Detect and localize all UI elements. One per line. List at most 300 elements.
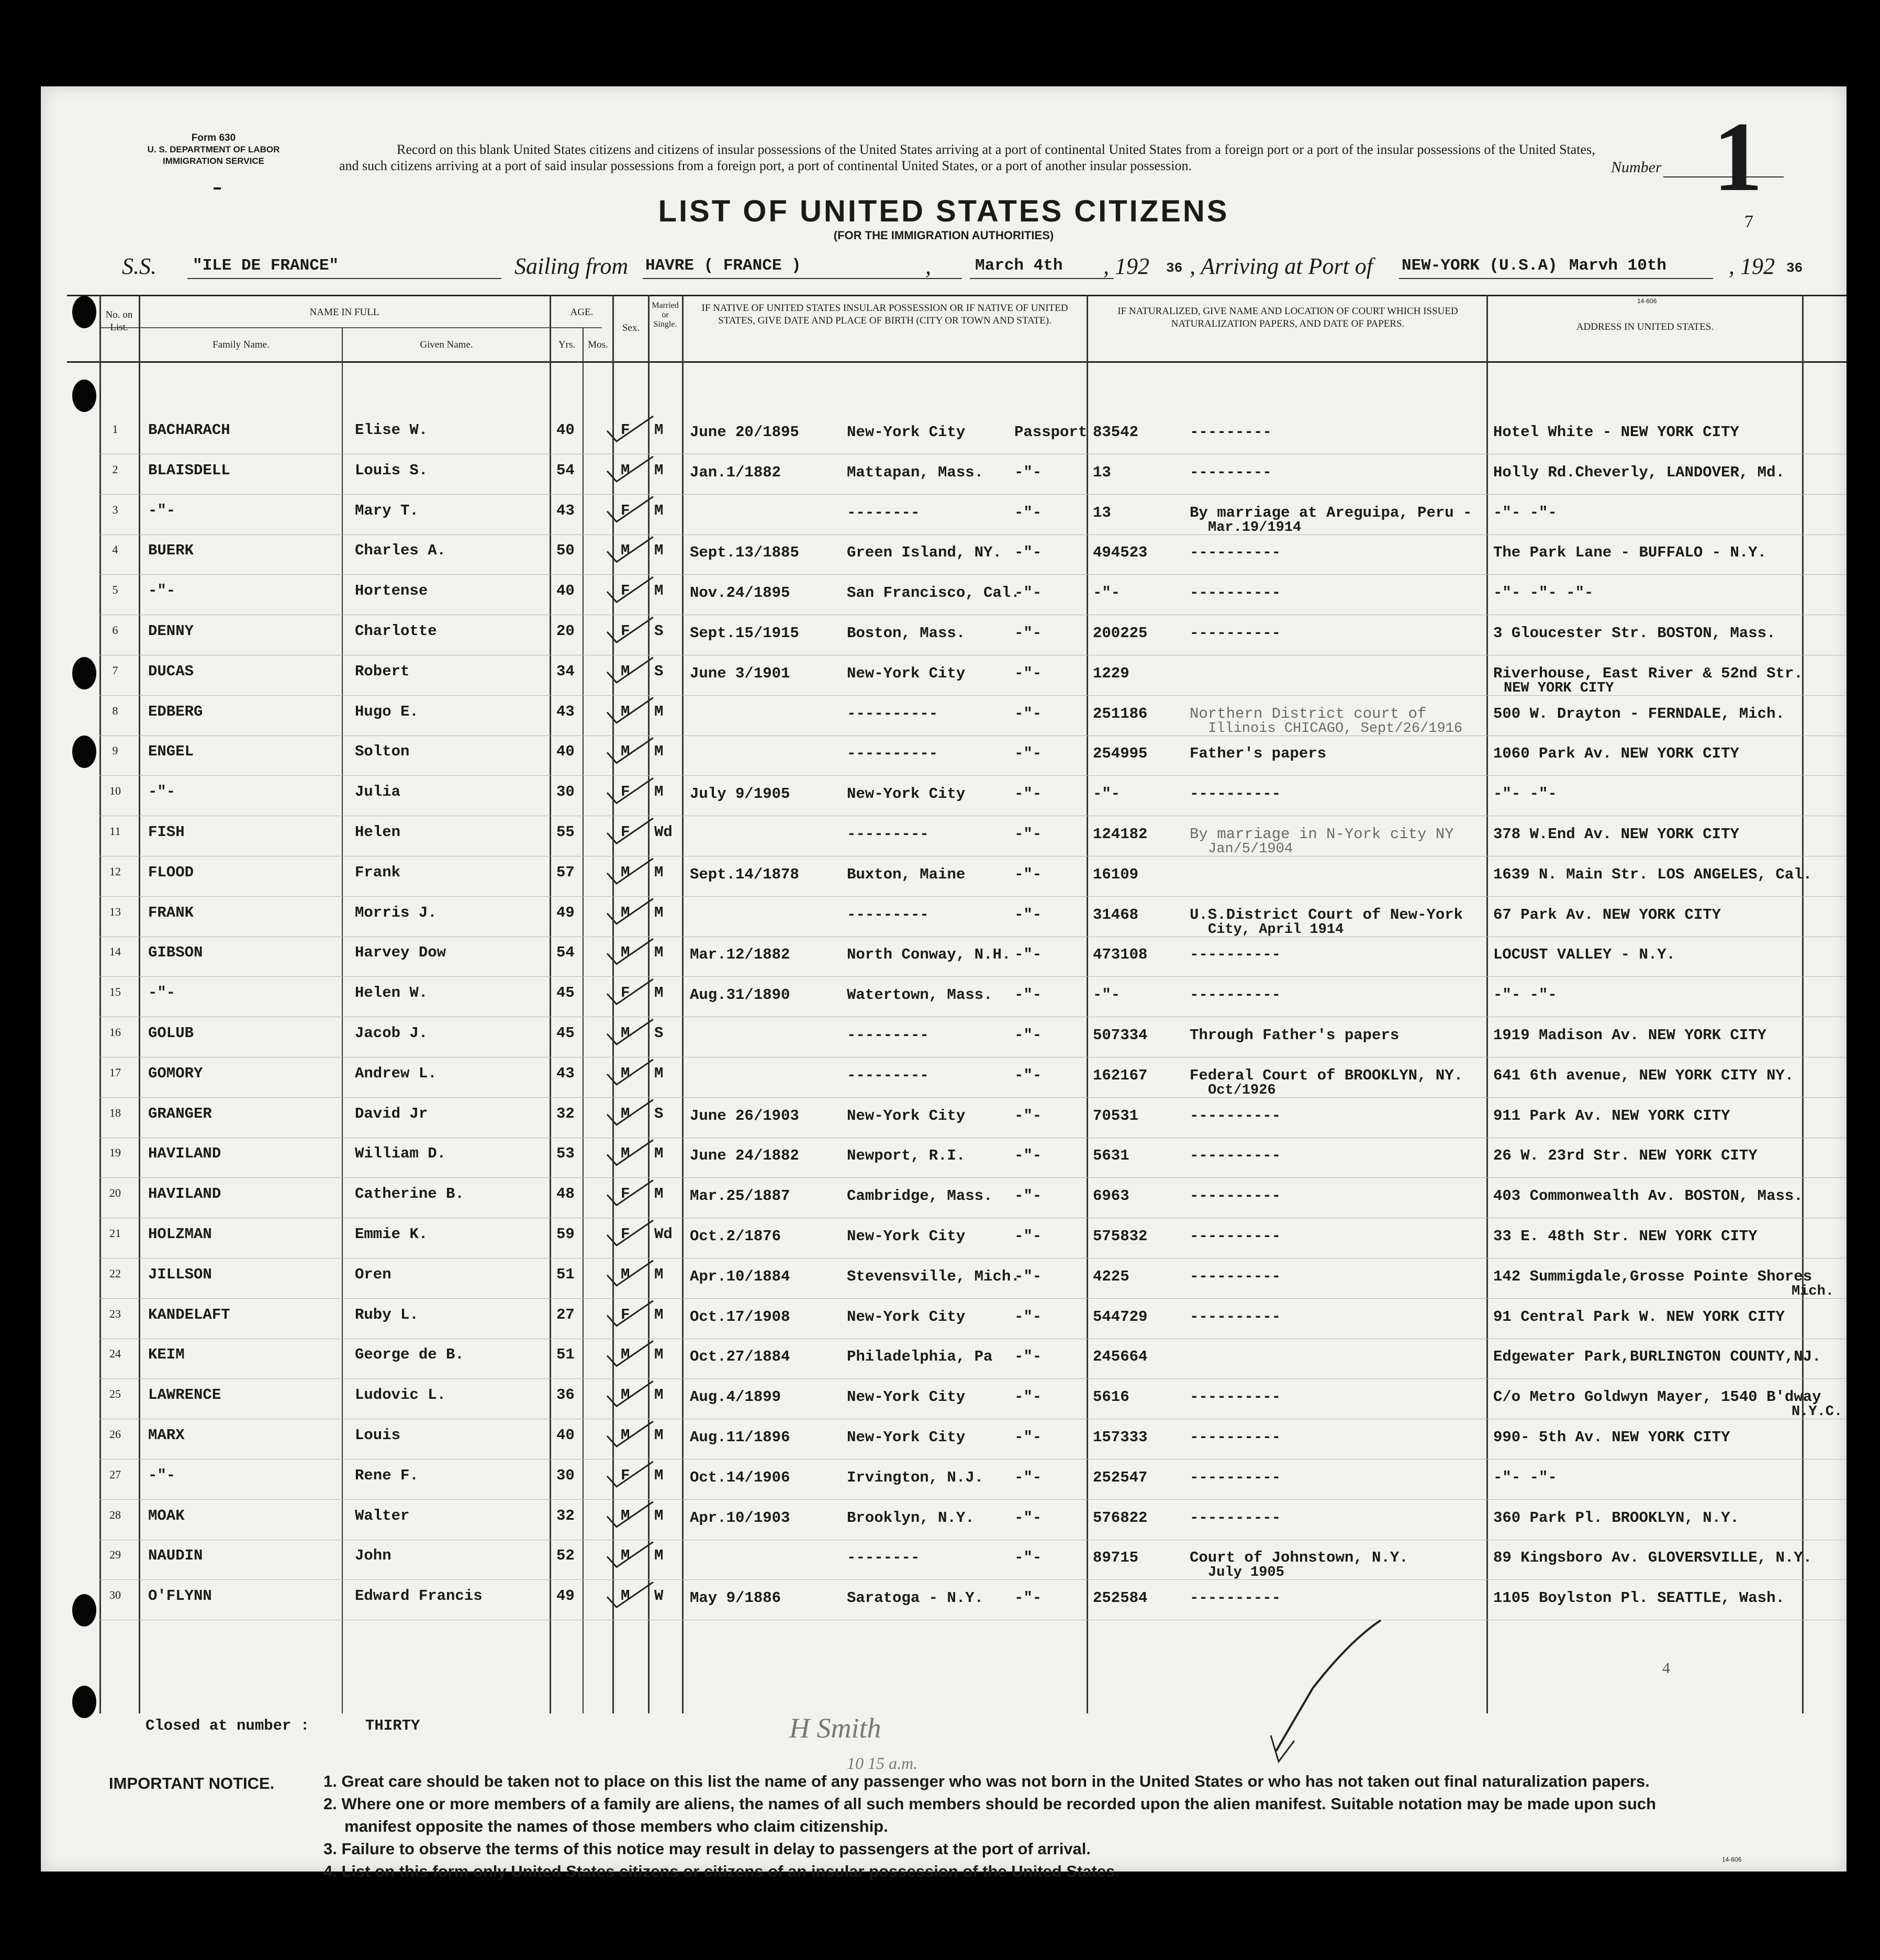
passport-number: 6963	[1093, 1187, 1129, 1205]
birth-date: Apr.10/1884	[690, 1267, 790, 1285]
row-number: 19	[109, 1146, 121, 1160]
passport-label: -"-	[1014, 906, 1042, 923]
punch-hole	[72, 380, 96, 412]
family-name: HOLZMAN	[148, 1226, 212, 1243]
naturalization-court: ----------	[1190, 1107, 1281, 1124]
us-address-line2: N.Y.C.	[1792, 1404, 1843, 1420]
us-address: 3 Gloucester Str. BOSTON, Mass.	[1493, 625, 1776, 642]
given-name: Rene F.	[355, 1466, 419, 1484]
age-years: 36	[556, 1386, 575, 1404]
sex: M	[621, 904, 630, 921]
age-years: 40	[556, 743, 575, 761]
sex: M	[621, 1507, 630, 1524]
check-mark	[607, 1261, 653, 1286]
row-number: 3	[112, 503, 118, 516]
passport-label: -"-	[1014, 1549, 1042, 1567]
given-name: Charles A.	[355, 542, 446, 560]
age-years: 32	[556, 1507, 575, 1524]
col-header-name: NAME IN FULL	[309, 307, 379, 318]
birth-date: Sept.15/1915	[690, 625, 799, 642]
naturalization-court: Federal Court of BROOKLYN, NY.	[1190, 1066, 1463, 1084]
sex: M	[621, 1265, 630, 1283]
naturalization-court: ----------	[1190, 785, 1281, 803]
family-name: JILLSON	[148, 1265, 212, 1283]
row-number: 7	[112, 663, 118, 677]
naturalization-court: ----------	[1190, 986, 1281, 1004]
row-number: 24	[109, 1347, 121, 1361]
birth-date: Oct.17/1908	[690, 1308, 790, 1326]
check-mark	[607, 1381, 653, 1406]
birth-date: Sept.14/1878	[690, 865, 799, 883]
passport-label: -"-	[1014, 826, 1042, 843]
check-mark	[607, 617, 653, 642]
sex: M	[621, 662, 630, 680]
us-address: C/o Metro Goldwyn Mayer, 1540 B'dway	[1493, 1388, 1821, 1406]
row-number: 6	[112, 623, 118, 637]
marital-status: M	[654, 502, 664, 519]
given-name: William D.	[355, 1145, 446, 1163]
naturalization-court: By marriage at Areguipa, Peru -	[1190, 504, 1472, 521]
naturalization-court: ---------	[1190, 463, 1272, 481]
marital-status: M	[654, 421, 664, 439]
marital-status: M	[654, 1547, 664, 1565]
sex: M	[621, 743, 630, 761]
sex: F	[621, 421, 630, 439]
family-name: HAVILAND	[148, 1185, 221, 1203]
punch-hole	[72, 1594, 96, 1627]
row-number: 20	[109, 1186, 121, 1200]
birth-place: Green Island, NY.	[847, 544, 1002, 562]
family-name: GIBSON	[148, 944, 203, 962]
naturalization-court: ----------	[1190, 1429, 1281, 1446]
passport-label: -"-	[1014, 584, 1042, 602]
page-subtitle: (FOR THE IMMIGRATION AUTHORITIES)	[833, 229, 1054, 242]
passport-number: -"-	[1093, 986, 1121, 1004]
passport-number: 251186	[1093, 705, 1148, 722]
us-address: 1060 Park Av. NEW YORK CITY	[1493, 745, 1739, 763]
check-mark	[607, 939, 653, 964]
given-name: Ruby L.	[355, 1306, 419, 1323]
naturalization-court-line2: Oct/1926	[1208, 1082, 1276, 1098]
col-header-no: No. on List.	[105, 309, 133, 333]
passport-number: 16109	[1093, 865, 1139, 883]
passport-label: -"-	[1014, 1027, 1042, 1044]
passport-number: 31468	[1093, 906, 1139, 923]
us-address: 1919 Madison Av. NEW YORK CITY	[1493, 1027, 1767, 1044]
passport-label: -"-	[1014, 1388, 1042, 1406]
punch-hole	[72, 1686, 96, 1718]
family-name: BLAISDELL	[148, 461, 230, 479]
check-mark	[607, 1220, 653, 1245]
check-mark	[607, 1582, 653, 1607]
marital-status: S	[654, 1105, 664, 1122]
row-number: 18	[109, 1106, 121, 1119]
check-mark	[607, 1019, 653, 1044]
family-name: -"-	[148, 1466, 176, 1484]
age-years: 57	[556, 863, 575, 881]
birth-place: ---------	[847, 1066, 929, 1084]
passport-number: 89715	[1093, 1549, 1139, 1567]
page-title: LIST OF UNITED STATES CITIZENS	[658, 194, 1229, 228]
us-address: -"- -"-	[1493, 1468, 1557, 1486]
ship-name: "ILE DE FRANCE"	[193, 257, 339, 275]
given-name: Solton	[355, 743, 410, 761]
us-address: 911 Park Av. NEW YORK CITY	[1493, 1107, 1730, 1124]
given-name: Julia	[355, 783, 401, 801]
naturalization-court: Northern District court of	[1190, 705, 1427, 722]
sex: M	[621, 1587, 630, 1605]
family-name: BUERK	[148, 542, 194, 560]
birth-place: Mattapan, Mass.	[847, 463, 984, 481]
check-mark	[607, 1462, 653, 1487]
birth-place: ----------	[847, 705, 938, 722]
passport-number: 473108	[1093, 946, 1148, 964]
family-name: GOLUB	[148, 1024, 194, 1042]
check-mark	[607, 1140, 653, 1165]
given-name: Emmie K.	[355, 1226, 428, 1243]
us-address: Holly Rd.Cheverly, LANDOVER, Md.	[1493, 463, 1785, 481]
marital-status: M	[654, 582, 664, 600]
col-header-yrs: Yrs.	[558, 339, 576, 350]
marital-status: Wd	[654, 823, 673, 841]
notice-item-2: 2. Where one or more members of a family are aliens, the names of all such members should be recorded upon the alien manifest. Suitable notation may be made upon such	[323, 1795, 1657, 1813]
us-address: The Park Lane - BUFFALO - N.Y.	[1493, 544, 1767, 562]
given-name: Walter	[355, 1507, 410, 1524]
passport-label: -"-	[1014, 504, 1042, 521]
given-name: David Jr	[355, 1105, 428, 1122]
passport-label: -"-	[1014, 544, 1042, 562]
col-header-age: AGE.	[570, 307, 594, 318]
birth-place: Newport, R.I.	[847, 1147, 966, 1165]
birth-date: Aug.4/1899	[690, 1388, 781, 1406]
family-name: GRANGER	[148, 1105, 212, 1122]
long-pen-stroke	[1276, 1620, 1381, 1751]
passport-label: -"-	[1014, 1589, 1042, 1607]
marital-status: Wd	[654, 1226, 673, 1243]
birth-date: Sept.13/1885	[690, 544, 799, 562]
notice-item-1: 1. Great care should be taken not to place on this list the name of any passenger who was not born in the United States or who has not taken out final naturalization papers.	[323, 1772, 1650, 1790]
birth-date: Aug.11/1896	[690, 1429, 790, 1446]
us-address: 26 W. 23rd Str. NEW YORK CITY	[1493, 1147, 1758, 1165]
manifest-page	[41, 86, 1847, 1880]
passport-label: -"-	[1014, 625, 1042, 642]
col-header-address: ADDRESS IN UNITED STATES.	[1576, 321, 1714, 332]
us-address: Riverhouse, East River & 52nd Str.	[1493, 664, 1803, 682]
passport-number: 1229	[1093, 664, 1129, 682]
col-header-naturalized: IF NATURALIZED, GIVE NAME AND LOCATION OF COURT WHICH ISSUED NATURALIZATION PAPERS, AND DATE OF PAPERS.	[1117, 306, 1458, 329]
naturalization-court: ----------	[1190, 1388, 1281, 1406]
age-years: 43	[556, 502, 575, 519]
family-name: KANDELAFT	[148, 1306, 230, 1323]
form-number: Form 630	[191, 132, 236, 143]
marital-status: M	[654, 1306, 664, 1323]
sex: F	[621, 1226, 630, 1243]
given-name: Charlotte	[355, 622, 437, 640]
birth-place: New-York City	[847, 424, 966, 441]
birth-date: Oct.2/1876	[690, 1228, 781, 1245]
passport-label: -"-	[1014, 986, 1042, 1004]
sex: F	[621, 984, 630, 1002]
passport-label: -"-	[1014, 1348, 1042, 1366]
age-years: 55	[556, 823, 575, 841]
check-mark	[607, 1180, 653, 1205]
col-header-mos: Mos.	[588, 339, 608, 350]
family-name: -"-	[148, 783, 176, 801]
check-mark	[607, 1421, 653, 1446]
check-mark	[607, 497, 653, 522]
age-years: 40	[556, 1427, 575, 1444]
marital-status: M	[654, 1185, 664, 1203]
birth-place: ---------	[847, 906, 929, 923]
birth-date: May 9/1886	[690, 1589, 781, 1607]
birth-place: ---------	[847, 826, 929, 843]
passport-number: 4225	[1093, 1267, 1129, 1285]
given-name: Oren	[355, 1265, 391, 1283]
family-name: BACHARACH	[148, 421, 230, 439]
family-name: FISH	[148, 823, 185, 841]
row-number: 27	[109, 1467, 121, 1481]
notice-item-3: 3. Failure to observe the terms of this notice may result in delay to passengers at the port of arrival.	[323, 1840, 1091, 1858]
check-mark	[607, 899, 653, 924]
sex: M	[621, 1547, 630, 1565]
passport-number: -"-	[1093, 785, 1121, 803]
arrival-date: Marvh 10th	[1569, 257, 1667, 275]
given-name: John	[355, 1547, 391, 1565]
given-name: George de B.	[355, 1346, 464, 1364]
passport-number: -"-	[1093, 584, 1121, 602]
sailing-label: Sailing from	[514, 253, 629, 279]
birth-date: Jan.1/1882	[690, 463, 781, 481]
family-name: O'FLYNN	[148, 1587, 212, 1605]
family-name: EDBERG	[148, 703, 203, 720]
department-name: U. S. DEPARTMENT OF LABOR	[147, 144, 280, 154]
row-number: 28	[109, 1508, 121, 1521]
us-address: 990- 5th Av. NEW YORK CITY	[1493, 1429, 1730, 1446]
given-name: Frank	[355, 863, 401, 881]
row-number: 2	[112, 462, 118, 476]
age-years: 30	[556, 1466, 575, 1484]
naturalization-court: By marriage in N-York city NY	[1190, 826, 1454, 843]
arrival-port: NEW-YORK (U.S.A)	[1402, 257, 1558, 275]
age-years: 49	[556, 1587, 575, 1605]
closed-at-value: THIRTY	[365, 1717, 420, 1734]
birth-date: Mar.25/1887	[690, 1187, 790, 1205]
given-name: Helen W.	[355, 984, 428, 1002]
given-name: Hugo E.	[355, 703, 419, 720]
service-name: IMMIGRATION SERVICE	[163, 156, 264, 166]
passport-label: -"-	[1014, 1107, 1042, 1124]
us-address: 500 W. Drayton - FERNDALE, Mich.	[1493, 705, 1785, 722]
check-mark	[607, 698, 653, 723]
marital-status: M	[654, 1466, 664, 1484]
sex: F	[621, 823, 630, 841]
birth-place: ---------	[847, 1027, 929, 1044]
col-header-family: Family Name.	[212, 339, 270, 350]
age-years: 59	[556, 1226, 575, 1243]
sex: M	[621, 1427, 630, 1444]
birth-place: New-York City	[847, 1388, 966, 1406]
marital-status: M	[654, 1427, 664, 1444]
row-number: 22	[109, 1266, 121, 1280]
row-number: 10	[109, 784, 121, 798]
passport-number: 507334	[1093, 1027, 1148, 1044]
row-number: 23	[109, 1307, 121, 1320]
birth-date: June 3/1901	[690, 664, 790, 682]
marital-status: M	[654, 1386, 664, 1404]
punch-hole	[72, 657, 96, 689]
age-years: 48	[556, 1185, 575, 1203]
sex: F	[621, 582, 630, 600]
us-address: 91 Central Park W. NEW YORK CITY	[1493, 1308, 1785, 1326]
age-years: 32	[556, 1105, 575, 1122]
birth-place: Saratoga - N.Y.	[847, 1589, 984, 1607]
passport-number: 83542	[1093, 424, 1139, 441]
age-years: 45	[556, 984, 575, 1002]
departure-port: HAVRE ( FRANCE )	[645, 257, 801, 275]
us-address: 33 E. 48th Str. NEW YORK CITY	[1493, 1228, 1758, 1245]
birth-place: San Francisco, Cal.	[847, 584, 1020, 602]
given-name: Helen	[355, 823, 401, 841]
birth-place: North Conway, N.H.	[847, 946, 1011, 964]
family-name: FRANK	[148, 904, 194, 921]
naturalization-court: ----------	[1190, 1187, 1281, 1205]
given-name: Mary T.	[355, 502, 419, 519]
sex: M	[621, 1386, 630, 1404]
passport-number: 254995	[1093, 745, 1148, 763]
sex: M	[621, 1024, 630, 1042]
birth-date: Oct.14/1906	[690, 1468, 790, 1486]
naturalization-court-line2: July 1905	[1208, 1565, 1284, 1581]
passport-number: 494523	[1093, 544, 1148, 562]
naturalization-court: ----------	[1190, 946, 1281, 964]
row-number: 14	[109, 945, 121, 959]
us-address: 1105 Boylston Pl. SEATTLE, Wash.	[1493, 1589, 1785, 1607]
passport-number: 252547	[1093, 1468, 1148, 1486]
naturalization-court-line2: Illinois CHICAGO, Sept/26/1916	[1208, 720, 1463, 737]
list-number: 1	[1713, 102, 1763, 212]
birth-place: New-York City	[847, 1429, 966, 1446]
passport-number: 200225	[1093, 625, 1148, 642]
passport-label: -"-	[1014, 664, 1042, 682]
sex: M	[621, 542, 630, 560]
naturalization-court: ----------	[1190, 584, 1281, 602]
check-mark	[607, 818, 653, 843]
us-address: 89 Kingsboro Av. GLOVERSVILLE, N.Y.	[1493, 1549, 1812, 1567]
col-header-birth: IF NATIVE OF UNITED STATES INSULAR POSSESSION OR IF NATIVE OF UNITED STATES, GIVE DATE AND PLACE OF BIRTH (CITY OR TOWN AND STATE).	[701, 303, 1068, 326]
birth-date: Nov.24/1895	[690, 584, 790, 602]
comma: ,	[925, 253, 931, 279]
us-address: 142 Summigdale,Grosse Pointe Shores	[1493, 1267, 1812, 1285]
naturalization-court-line2: Mar.19/1914	[1208, 519, 1302, 536]
us-address: -"- -"-	[1493, 986, 1557, 1004]
check-mark	[607, 537, 653, 562]
passport-number: 13	[1093, 463, 1111, 481]
passport-label: -"-	[1014, 1468, 1042, 1486]
naturalization-court: ----------	[1190, 1509, 1281, 1527]
marital-status: M	[654, 1064, 664, 1082]
naturalization-court: ----------	[1190, 1267, 1281, 1285]
marital-status: M	[654, 1346, 664, 1364]
check-mark	[607, 1100, 653, 1125]
row-number: 12	[109, 864, 121, 878]
age-years: 27	[556, 1306, 575, 1323]
row-number: 13	[109, 905, 121, 918]
naturalization-court: ----------	[1190, 625, 1281, 642]
check-mark	[607, 859, 653, 884]
notice-label: IMPORTANT NOTICE.	[109, 1774, 275, 1792]
check-mark	[607, 738, 653, 763]
sex: M	[621, 703, 630, 720]
marital-status: S	[654, 622, 664, 640]
age-years: 54	[556, 461, 575, 479]
marital-status: M	[654, 1145, 664, 1163]
family-name: KEIM	[148, 1346, 185, 1364]
check-mark	[607, 1060, 653, 1085]
year-prefix-2: , 192	[1729, 253, 1775, 279]
birth-place: Watertown, Mass.	[847, 986, 993, 1004]
family-name: HAVILAND	[148, 1145, 221, 1163]
passport-number: 5631	[1093, 1147, 1129, 1165]
closed-at-label: Closed at number :	[146, 1717, 310, 1734]
row-number: 8	[112, 704, 118, 717]
birth-date: July 9/1905	[690, 785, 790, 803]
us-address: Hotel White - NEW YORK CITY	[1493, 424, 1739, 441]
row-number: 21	[109, 1227, 121, 1240]
us-address: 67 Park Av. NEW YORK CITY	[1493, 906, 1721, 923]
age-years: 43	[556, 1064, 575, 1082]
age-years: 51	[556, 1346, 575, 1364]
check-mark	[607, 416, 653, 441]
check-mark	[607, 658, 653, 683]
row-number: 1	[112, 422, 118, 436]
sex: M	[621, 1145, 630, 1163]
officer-signature: H Smith	[789, 1712, 881, 1744]
sex: F	[621, 502, 630, 519]
us-address: Edgewater Park,BURLINGTON COUNTY,NJ.	[1493, 1348, 1821, 1366]
age-years: 45	[556, 1024, 575, 1042]
naturalization-court: Through Father's papers	[1190, 1027, 1400, 1044]
given-name: Harvey Dow	[355, 944, 446, 962]
birth-place: New-York City	[847, 1308, 966, 1326]
passport-label: -"-	[1014, 1267, 1042, 1285]
birth-date: June 24/1882	[690, 1147, 799, 1165]
passport-label: -"-	[1014, 1147, 1042, 1165]
row-number: 29	[109, 1548, 121, 1562]
age-years: 40	[556, 421, 575, 439]
naturalization-court: ----------	[1190, 1228, 1281, 1245]
time-note: 10 15 a.m.	[847, 1754, 918, 1773]
arrival-year: 36	[1786, 260, 1803, 276]
col-header-married: Married or Single.	[652, 301, 679, 329]
marital-status: M	[654, 1507, 664, 1524]
check-mark	[607, 1301, 653, 1326]
birth-place: Philadelphia, Pa	[847, 1348, 993, 1366]
row-number: 11	[109, 825, 121, 838]
given-name: Ludovic L.	[355, 1386, 446, 1404]
sex: M	[621, 863, 630, 881]
form-code: 14-606	[1637, 297, 1657, 305]
passport-label: -"-	[1014, 946, 1042, 964]
us-address: 378 W.End Av. NEW YORK CITY	[1493, 826, 1739, 843]
naturalization-court: U.S.District Court of New-York	[1190, 906, 1463, 923]
family-name: MARX	[148, 1427, 185, 1444]
given-name: Morris J.	[355, 904, 437, 921]
handwritten-checkmarks	[41, 86, 1847, 1872]
marital-status: M	[654, 1265, 664, 1283]
birth-place: --------	[847, 504, 920, 521]
passport-label: -"-	[1014, 785, 1042, 803]
sex: M	[621, 944, 630, 962]
